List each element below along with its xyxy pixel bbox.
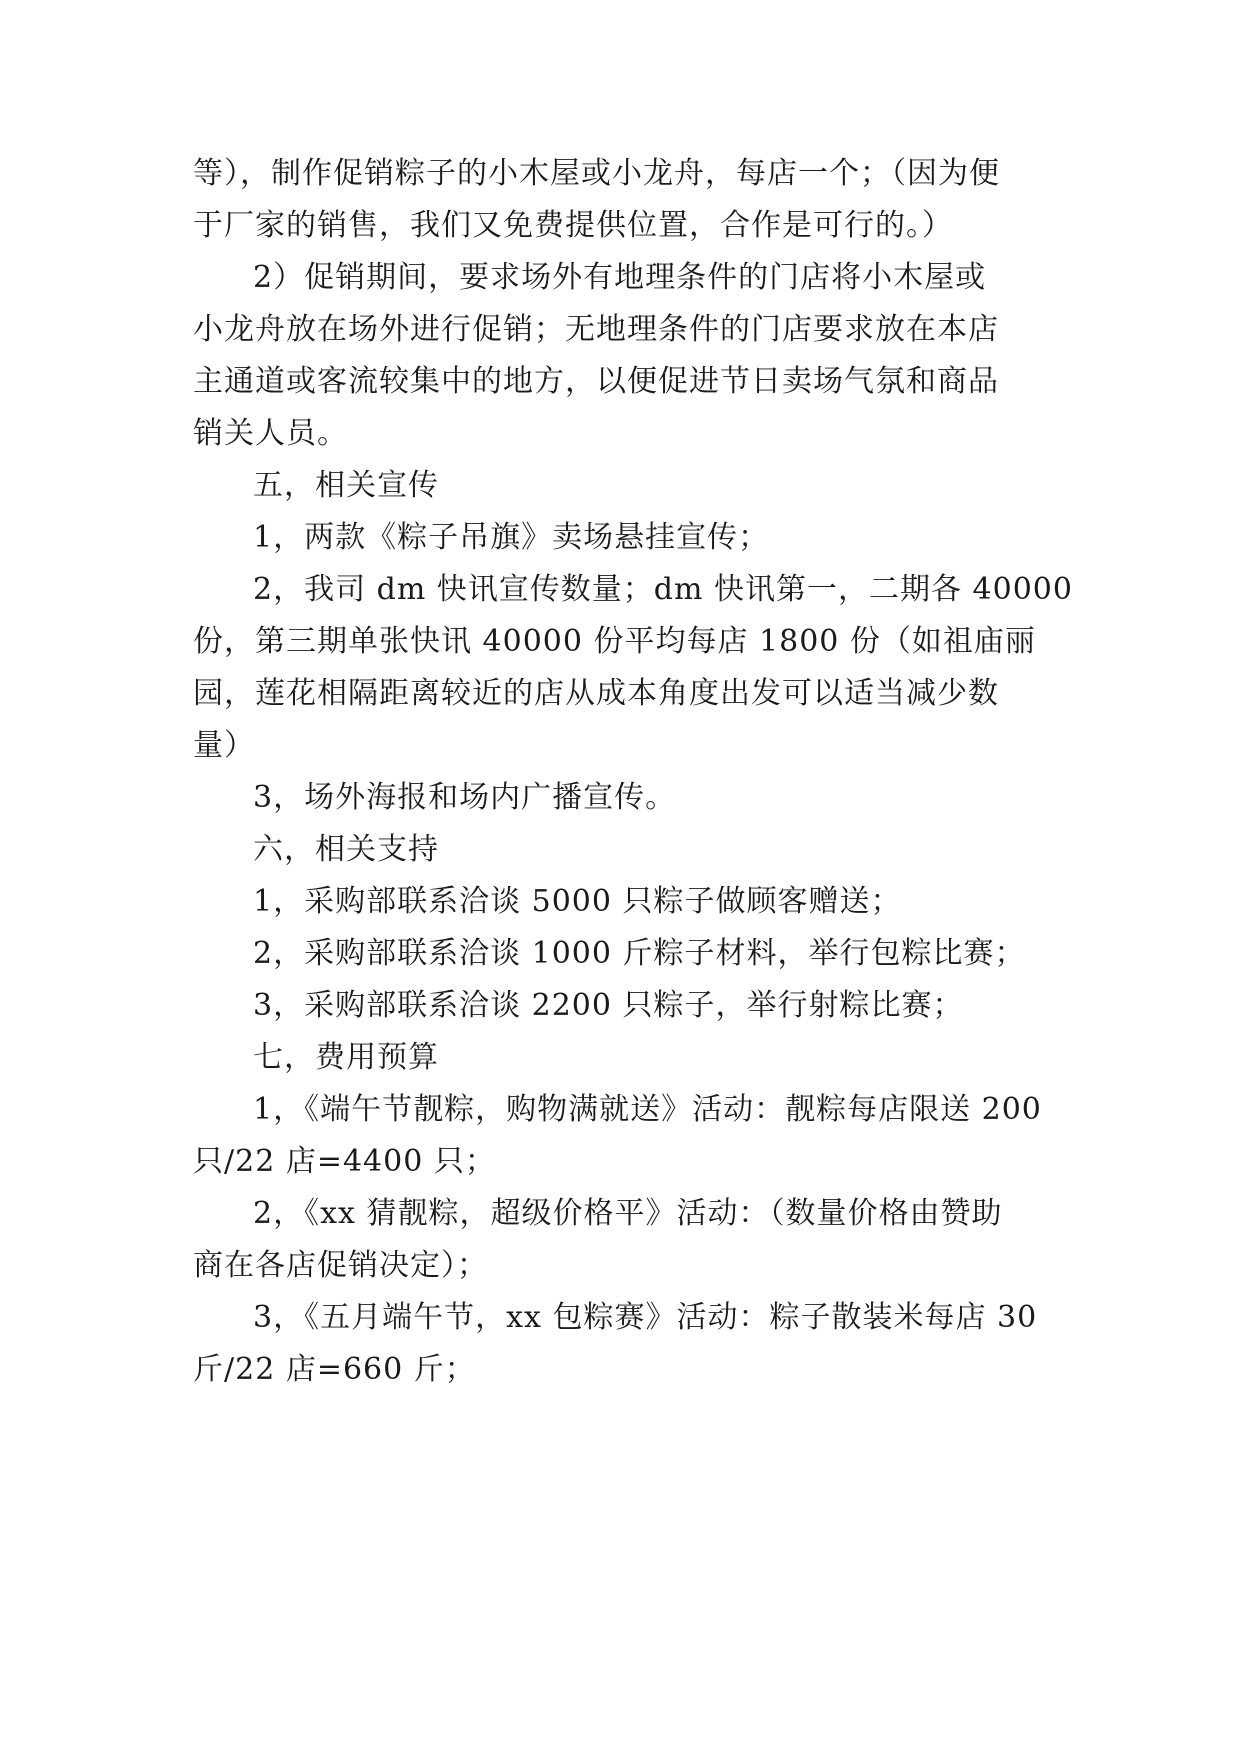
text-line: 1，《端午节靓粽，购物满就送》活动：靓粽每店限送 200 bbox=[253, 1092, 1042, 1127]
section-heading: 六，相关支持 bbox=[253, 832, 439, 867]
text-line: 等），制作促销粽子的小木屋或小龙舟，每店一个；（因为便 bbox=[193, 156, 1000, 191]
text-line: 2，采购部联系洽谈 1000 斤粽子材料，举行包粽比赛； bbox=[253, 936, 1026, 971]
text-line: 园，莲花相隔距离较近的店从成本角度出发可以适当减少数 bbox=[193, 676, 999, 711]
text-line: 只/22 店=4400 只； bbox=[193, 1144, 496, 1179]
text-line: 销关人员。 bbox=[193, 416, 348, 451]
text-line: 1，两款《粽子吊旗》卖场悬挂宣传； bbox=[253, 520, 770, 555]
text-line: 3，场外海报和场内广播宣传。 bbox=[253, 780, 677, 815]
text-line: 份，第三期单张快讯 40000 份平均每店 1800 份（如祖庙丽 bbox=[193, 624, 1036, 659]
text-line: 2，我司 dm 快讯宣传数量；dm 快讯第一，二期各 40000 bbox=[253, 572, 1073, 607]
text-line: 小龙舟放在场外进行促销；无地理条件的门店要求放在本店 bbox=[193, 312, 999, 347]
text-line: 斤/22 店=660 斤； bbox=[193, 1352, 476, 1387]
text-line: 1，采购部联系洽谈 5000 只粽子做顾客赠送； bbox=[253, 884, 902, 919]
text-line: 于厂家的销售，我们又免费提供位置，合作是可行的。） bbox=[193, 208, 953, 243]
text-line: 2，《xx 猜靓粽，超级价格平》活动：（数量价格由赞助 bbox=[253, 1196, 1003, 1231]
section-heading: 五，相关宣传 bbox=[253, 468, 439, 503]
text-line: 主通道或客流较集中的地方，以便促进节日卖场气氛和商品 bbox=[193, 364, 999, 399]
section-heading: 七，费用预算 bbox=[253, 1040, 439, 1075]
text-line: 2）促销期间，要求场外有地理条件的门店将小木屋或 bbox=[253, 260, 987, 295]
text-line: 商在各店促销决定）； bbox=[193, 1248, 488, 1283]
text-line: 3，《五月端午节，xx 包粽赛》活动：粽子散装米每店 30 bbox=[253, 1300, 1038, 1335]
text-line: 量） bbox=[193, 728, 255, 763]
text-line: 3，采购部联系洽谈 2200 只粽子，举行射粽比赛； bbox=[253, 988, 964, 1023]
